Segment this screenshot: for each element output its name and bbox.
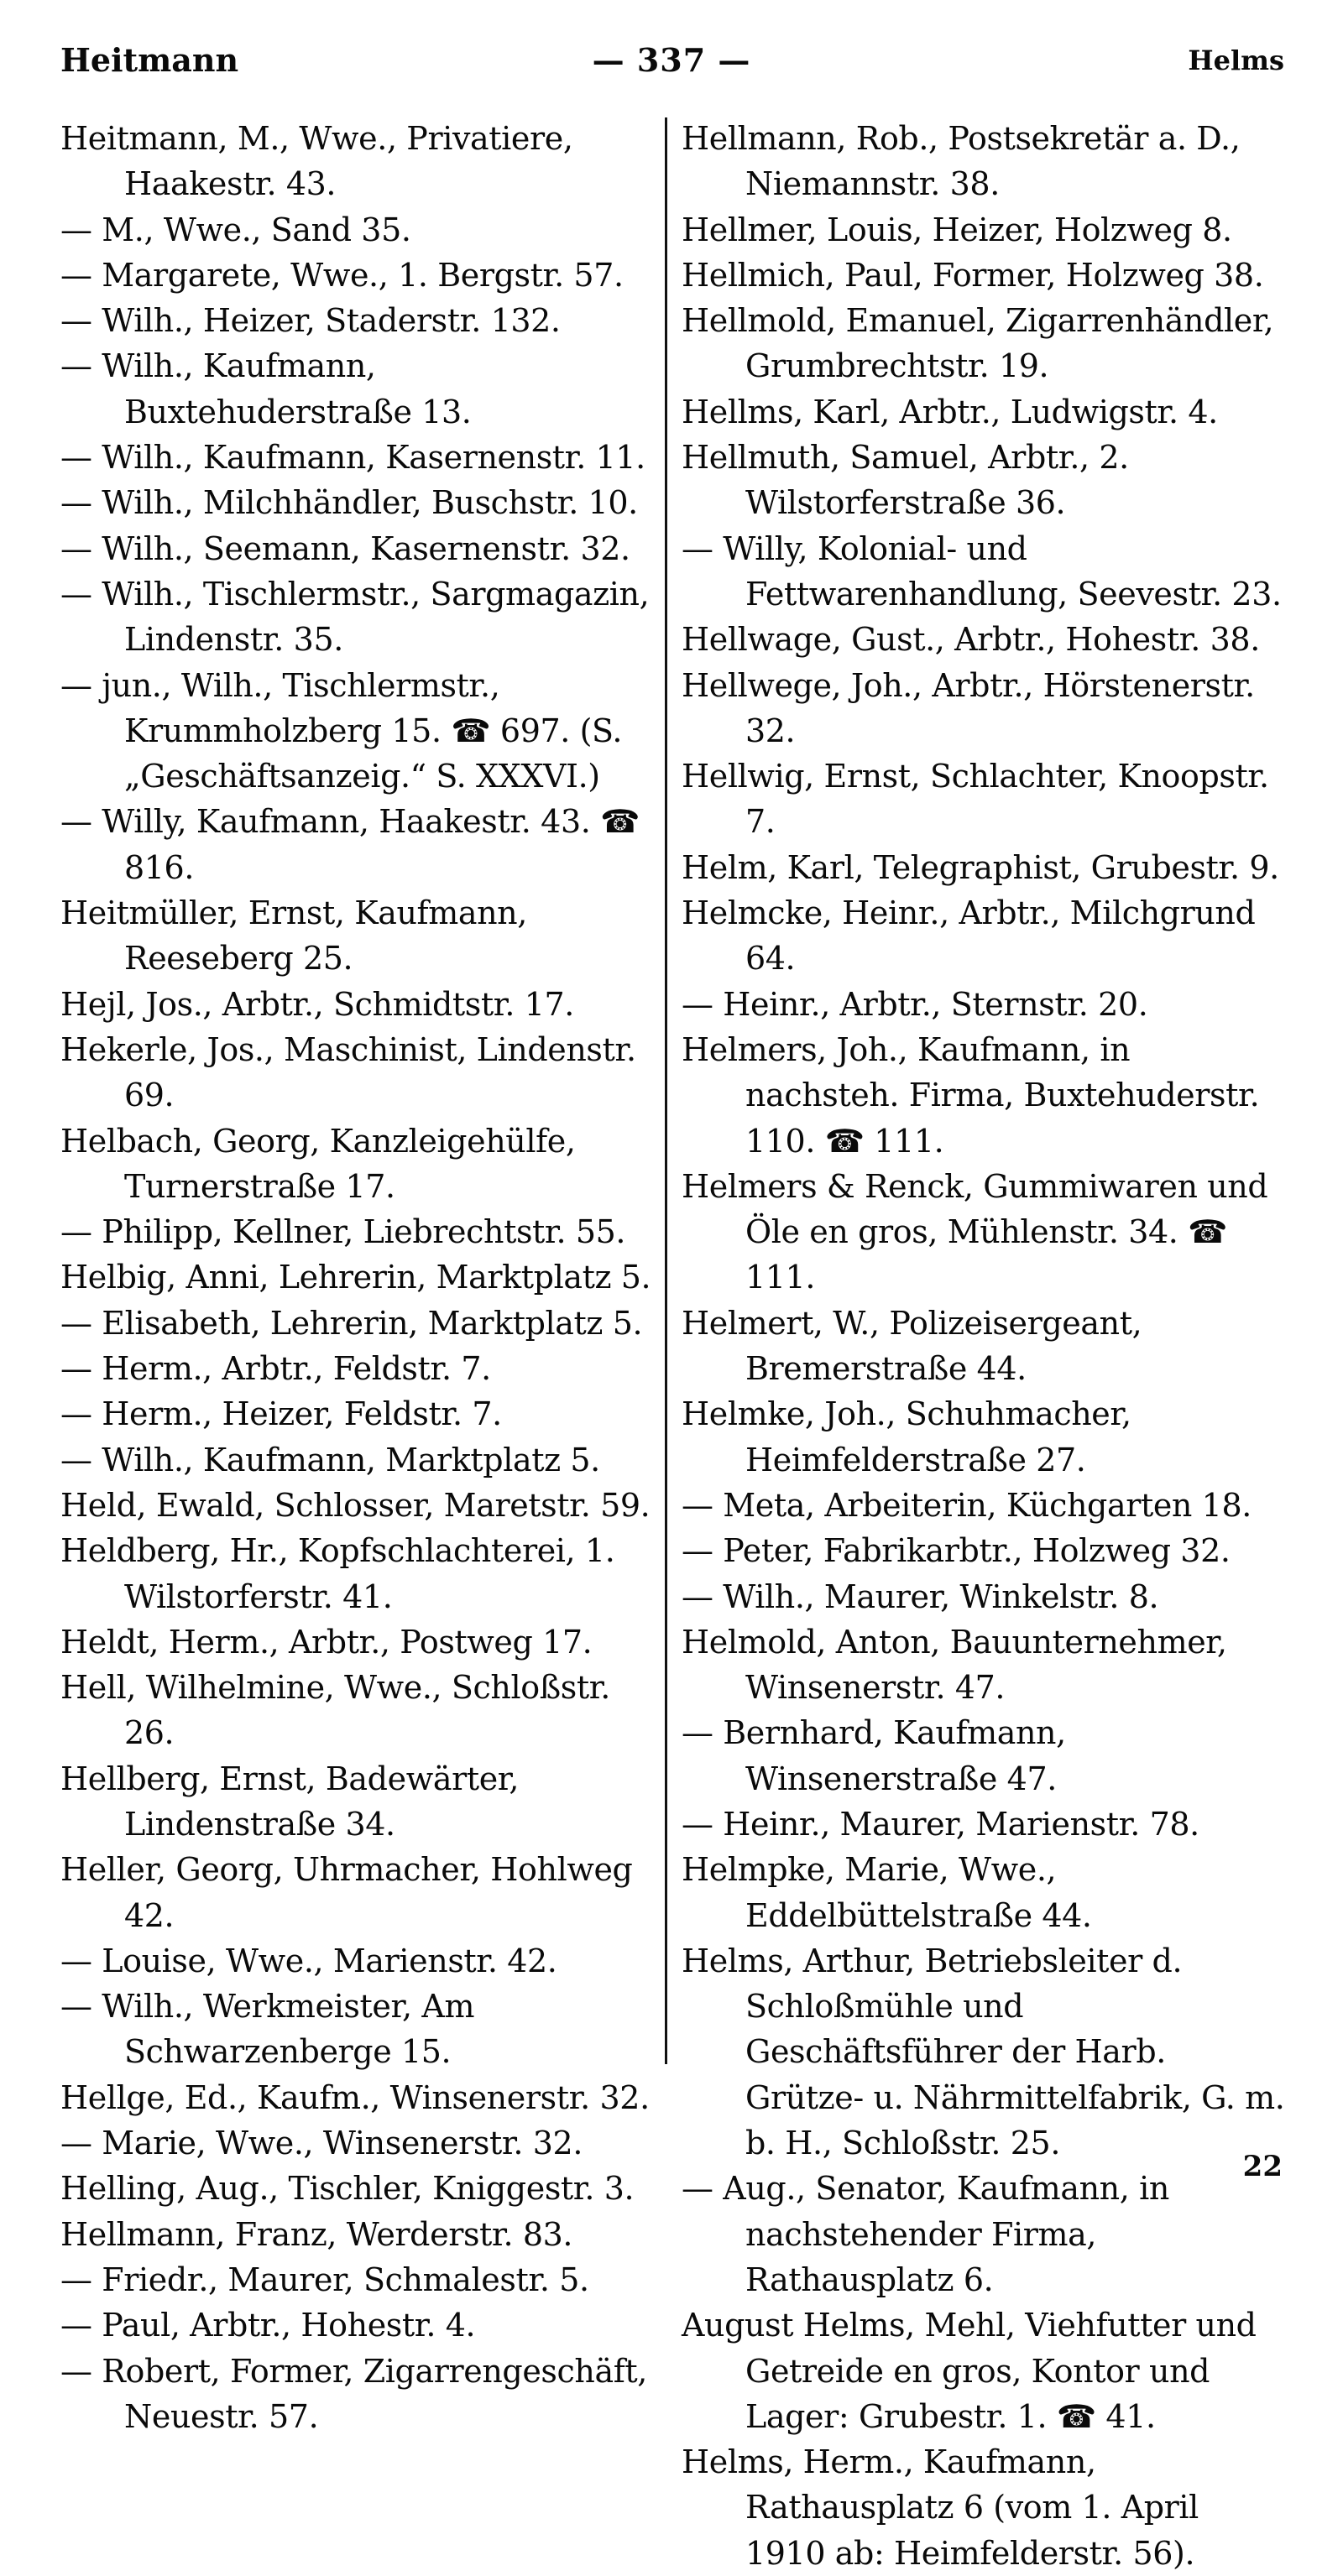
directory-entry: — Wilh., Seemann, Kasernenstr. 32. <box>60 529 630 567</box>
directory-entry: Hellmann, Rob., Postsekretär a. D., Niemannstr. 38. <box>682 120 1251 203</box>
page-number: — 337 — <box>592 41 751 79</box>
directory-entry: Hell, Wilhelmine, Wwe., Schloßstr. 26. <box>60 1669 620 1752</box>
directory-entry: — Margarete, Wwe., 1. Bergstr. 57. <box>60 256 624 294</box>
directory-entry: Helmpke, Marie, Wwe., Eddelbüttelstraße 44. <box>682 1851 1092 1934</box>
directory-entry: Heitmann, M., Wwe., Privatiere, Haakestr. 43. <box>60 120 583 203</box>
directory-entry: Helmers & Renck, Gummiwaren und Öle en gros, Mühlenstr. 34. ☎ 111. <box>682 1167 1278 1296</box>
directory-entry: Heitmüller, Ernst, Kaufmann, Reeseberg 25. <box>60 894 537 978</box>
directory-entry: — Wilh., Milchhändler, Buschstr. 10. <box>60 484 638 522</box>
directory-entry: — Meta, Arbeiterin, Küchgarten 18. <box>682 1486 1252 1524</box>
directory-entry: — Wilh., Maurer, Winkelstr. 8. <box>682 1577 1159 1615</box>
directory-entry: Helmert, W., Polizeisergeant, Bremerstraße 44. <box>682 1304 1152 1388</box>
directory-entry: — Wilh., Werkmeister, Am Schwarzenberge 15. <box>60 1988 484 2071</box>
left-column <box>60 116 665 2439</box>
directory-entry: Hekerle, Jos., Maschinist, Lindenstr. 69. <box>60 1030 646 1114</box>
directory-entry: — Heinr., Arbtr., Sternstr. 20. <box>682 985 1148 1023</box>
directory-entry: — Friedr., Maurer, Schmalestr. 5. <box>60 2261 589 2298</box>
directory-entry: Heldt, Herm., Arbtr., Postweg 17. <box>60 1623 593 1661</box>
sheet-signature: 22 <box>1242 2150 1283 2183</box>
directory-entry: Hellmich, Paul, Former, Holzweg 38. <box>682 256 1264 294</box>
directory-entry: Heller, Georg, Uhrmacher, Hohlweg 42. <box>60 1851 643 1934</box>
directory-entry: — Herm., Arbtr., Feldstr. 7. <box>60 1350 491 1388</box>
directory-entry: Hellmuth, Samuel, Arbtr., 2. Wilstorferstraße 36. <box>682 439 1139 522</box>
running-head-left: Heitmann <box>60 41 239 79</box>
directory-entry: Helm, Karl, Telegraphist, Grubestr. 9. <box>682 848 1279 886</box>
directory-entry: — Wilh., Kaufmann, Buxtehuderstraße 13. <box>60 347 472 430</box>
running-head-right: Helms <box>1188 44 1284 76</box>
directory-entry: — Paul, Arbtr., Hohestr. 4. <box>60 2307 476 2344</box>
directory-entry: — M., Wwe., Sand 35. <box>60 211 411 248</box>
directory-entry: — Peter, Fabrikarbtr., Holzweg 32. <box>682 1532 1231 1570</box>
right-column <box>682 116 1295 2576</box>
directory-entry: Heldberg, Hr., Kopfschlachterei, 1. Wilstorferstr. 41. <box>60 1532 625 1615</box>
directory-entry: — Robert, Former, Zigarrengeschäft, Neuestr. 57. <box>60 2352 657 2435</box>
directory-entry: — Willy, Kolonial- und Fettwarenhandlung, Seevestr. 23. <box>682 529 1282 613</box>
directory-entry: Helms, Herm., Kaufmann, Rathausplatz 6 (vom 1. April 1910 ab: Heimfelderstr. 56). <box>682 2443 1209 2572</box>
directory-entry: Hellwege, Joh., Arbtr., Hörstenerstr. 32. <box>682 666 1265 749</box>
directory-entry: — Herm., Heizer, Feldstr. 7. <box>60 1395 502 1433</box>
directory-entry: Hellmold, Emanuel, Zigarrenhändler, Grumbrechtstr. 19. <box>682 302 1283 385</box>
directory-entry: Helling, Aug., Tischler, Kniggestr. 3. <box>60 2170 635 2208</box>
directory-entry: Helbig, Anni, Lehrerin, Marktplatz 5. <box>60 1259 651 1296</box>
directory-entry: — jun., Wilh., Tischlermstr., Krummholzberg 15. ☎ 697. (S. „Geschäftsanzeig.“ S. XXXVI.) <box>60 666 632 795</box>
directory-entry: Hellwage, Gust., Arbtr., Hohestr. 38. <box>682 621 1260 659</box>
directory-entry: Helmke, Joh., Schuhmacher, Heimfelderstraße 27. <box>682 1395 1142 1478</box>
directory-entry: Helbach, Georg, Kanzleigehülfe, Turnerstraße 17. <box>60 1122 586 1205</box>
directory-entry: — Bernhard, Kaufmann, Winsenerstraße 47. <box>682 1714 1076 1797</box>
directory-entry: — Wilh., Kaufmann, Kasernenstr. 11. <box>60 439 645 477</box>
directory-entry: Hellge, Ed., Kaufm., Winsenerstr. 32. <box>60 2078 650 2116</box>
directory-entry: — Louise, Wwe., Marienstr. 42. <box>60 1942 557 1979</box>
directory-entry: Hellberg, Ernst, Badewärter, Lindenstraße 34. <box>60 1760 529 1843</box>
directory-entry: Hellmann, Franz, Werderstr. 83. <box>60 2215 573 2253</box>
directory-entry: — Wilh., Kaufmann, Marktplatz 5. <box>60 1441 600 1478</box>
directory-entry: — Heinr., Maurer, Marienstr. 78. <box>682 1805 1199 1843</box>
directory-entry: — Marie, Wwe., Winsenerstr. 32. <box>60 2125 583 2162</box>
directory-entry: — Wilh., Tischlermstr., Sargmagazin, Lindenstr. 35. <box>60 575 659 659</box>
directory-entry: Helms, Arthur, Betriebsleiter d. Schloßmühle und Geschäftsführer der Harb. Grütze- u. Nährmittelfabrik, G. m. b. H., Schloßstr. 25. <box>682 1942 1295 2162</box>
directory-entry: Hellwig, Ernst, Schlachter, Knoopstr. 7. <box>682 758 1279 841</box>
directory-entry: — Wilh., Heizer, Staderstr. 132. <box>60 302 561 340</box>
directory-entry: Hejl, Jos., Arbtr., Schmidtstr. 17. <box>60 985 574 1023</box>
column-divider <box>665 117 667 2064</box>
directory-entry: — Willy, Kaufmann, Haakestr. 43. ☎ 816. <box>60 803 650 886</box>
directory-entry: August Helms, Mehl, Viehfutter und Getreide en gros, Kontor und Lager: Grubestr. 1. ☎ 41. <box>682 2307 1267 2435</box>
directory-entry: Helmold, Anton, Bauunternehmer, Winsenerstr. 47. <box>682 1623 1237 1707</box>
directory-entry: — Philipp, Kellner, Liebrechtstr. 55. <box>60 1213 626 1251</box>
directory-entry: — Elisabeth, Lehrerin, Marktplatz 5. <box>60 1304 643 1342</box>
directory-entry: Hellmer, Louis, Heizer, Holzweg 8. <box>682 211 1232 248</box>
directory-entry: Held, Ewald, Schlosser, Maretstr. 59. <box>60 1486 651 1524</box>
directory-entry: Helmers, Joh., Kaufmann, in nachsteh. Firma, Buxtehuderstr. 110. ☎ 111. <box>682 1030 1269 1160</box>
directory-entry: — Aug., Senator, Kaufmann, in nachstehender Firma, Rathausplatz 6. <box>682 2170 1179 2298</box>
directory-entry: Helmcke, Heinr., Arbtr., Milchgrund 64. <box>682 894 1266 978</box>
directory-entry: Hellms, Karl, Arbtr., Ludwigstr. 4. <box>682 393 1218 430</box>
